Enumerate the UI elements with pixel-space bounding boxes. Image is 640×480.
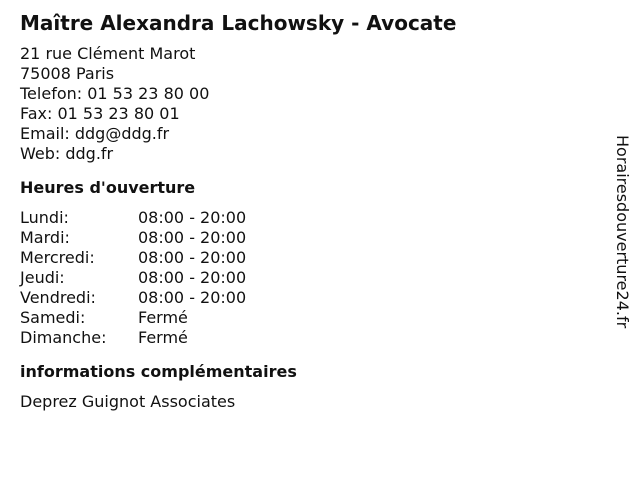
hours-time: Fermé <box>138 308 188 327</box>
hours-day: Jeudi: <box>20 268 65 287</box>
hours-row-tuesday <box>20 228 600 248</box>
additional-info-text: Deprez Guignot Associates <box>20 392 236 411</box>
web-line: Web: ddg.fr <box>20 144 114 163</box>
hours-day: Mardi: <box>20 228 70 247</box>
phone-line: Telefon: 01 53 23 80 00 <box>20 84 210 103</box>
hours-row-sunday <box>20 328 600 348</box>
hours-row-saturday <box>20 308 600 328</box>
hours-day: Lundi: <box>20 208 69 227</box>
opening-hours-list <box>20 208 600 348</box>
hours-day: Samedi: <box>20 308 86 327</box>
address-line-1: 21 rue Clément Marot <box>20 44 196 63</box>
hours-time: 08:00 - 20:00 <box>138 268 247 287</box>
hours-day: Dimanche: <box>20 328 107 347</box>
site-watermark: Horairesdouverture24.fr <box>613 135 632 329</box>
hours-time: 08:00 - 20:00 <box>138 228 247 247</box>
hours-time: Fermé <box>138 328 188 347</box>
hours-day: Vendredi: <box>20 288 96 307</box>
additional-info-heading: informations complémentaires <box>20 362 297 381</box>
business-name: Maître Alexandra Lachowsky - Avocate <box>20 11 457 35</box>
fax-line: Fax: 01 53 23 80 01 <box>20 104 180 123</box>
hours-row-wednesday <box>20 248 600 268</box>
hours-time: 08:00 - 20:00 <box>138 288 247 307</box>
hours-row-thursday <box>20 268 600 288</box>
hours-day: Mercredi: <box>20 248 95 267</box>
hours-row-monday <box>20 208 600 228</box>
hours-time: 08:00 - 20:00 <box>138 208 247 227</box>
hours-row-friday <box>20 288 600 308</box>
business-card <box>20 10 600 412</box>
address-line-2: 75008 Paris <box>20 64 115 83</box>
email-line: Email: ddg@ddg.fr <box>20 124 170 143</box>
opening-hours-heading: Heures d'ouverture <box>20 178 196 197</box>
hours-time: 08:00 - 20:00 <box>138 248 247 267</box>
